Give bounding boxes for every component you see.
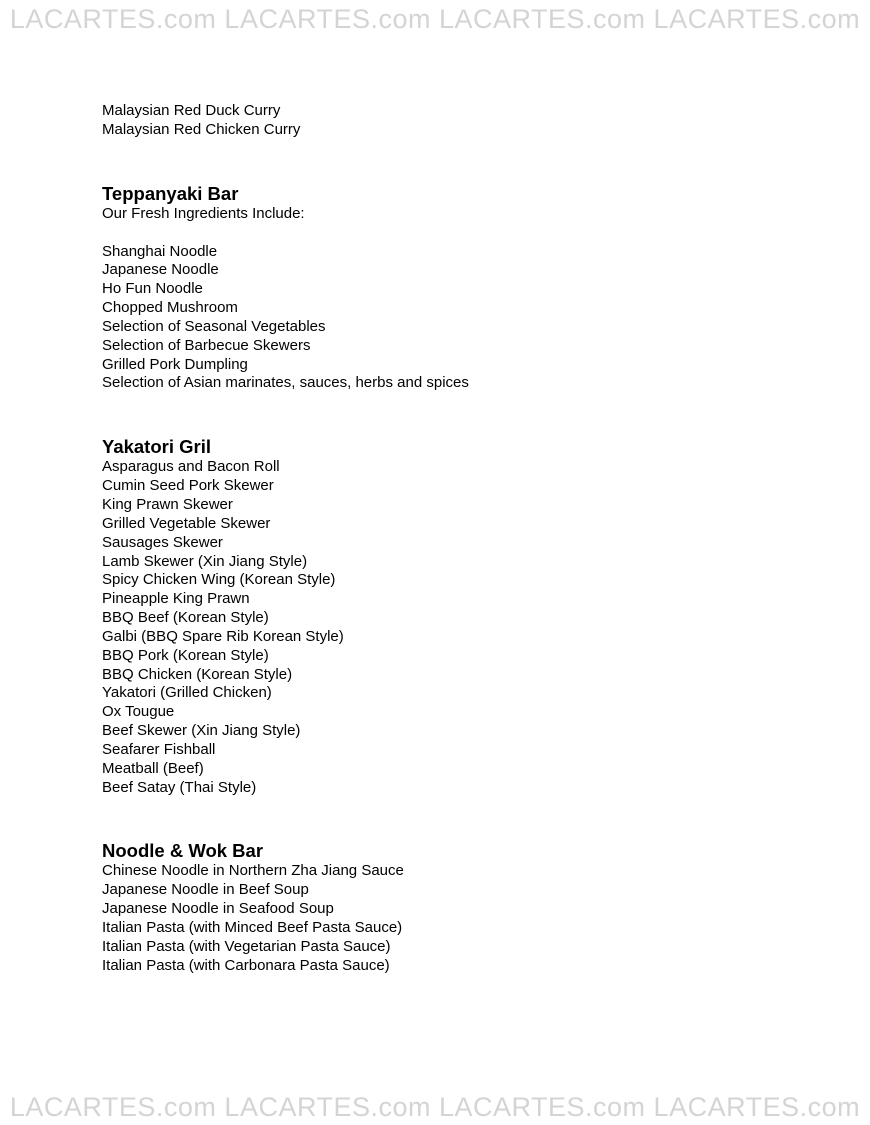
- list-item: Italian Pasta (with Carbonara Pasta Sauce): [102, 956, 390, 974]
- section-spacer: [102, 797, 822, 840]
- teppanyaki-intro: Our Fresh Ingredients Include:: [102, 204, 305, 222]
- list-item: Meatball (Beef): [102, 759, 204, 777]
- list-item: Chopped Mushroom: [102, 299, 238, 317]
- watermark-bottom: LACARTES.com LACARTES.com LACARTES.com LACARTES.com: [9, 1092, 861, 1122]
- list-item: Galbi (BBQ Spare Rib Korean Style): [102, 627, 344, 645]
- section-spacer: [102, 393, 822, 436]
- noodle-wok-title: Noodle & Wok Bar: [102, 840, 264, 862]
- list-item: Italian Pasta (with Vegetarian Pasta Sauce): [102, 937, 391, 955]
- list-item: Malaysian Red Chicken Curry: [102, 120, 301, 138]
- list-item: Pineapple King Prawn: [102, 590, 250, 608]
- teppanyaki-section: [102, 183, 822, 394]
- watermark-top: LACARTES.com LACARTES.com LACARTES.com LACARTES.com: [9, 4, 861, 34]
- list-item: Beef Skewer (Xin Jiang Style): [102, 722, 301, 740]
- list-item: Yakatori (Grilled Chicken): [102, 684, 272, 702]
- menu-page: [102, 102, 822, 976]
- noodle-wok-list: [102, 862, 822, 975]
- teppanyaki-title: Teppanyaki Bar: [102, 182, 239, 204]
- list-item: Sausages Skewer: [102, 533, 223, 551]
- noodle-wok-section: [102, 840, 822, 975]
- list-item: BBQ Pork (Korean Style): [102, 646, 269, 664]
- list-item: Malaysian Red Duck Curry: [102, 102, 281, 119]
- section-spacer: [102, 224, 822, 243]
- list-item: King Prawn Skewer: [102, 495, 233, 513]
- list-item: Grilled Vegetable Skewer: [102, 514, 271, 532]
- list-item: Grilled Pork Dumpling: [102, 355, 248, 373]
- curry-list: [102, 102, 822, 140]
- list-item: Asparagus and Bacon Roll: [102, 458, 280, 476]
- list-item: Shanghai Noodle: [102, 242, 218, 260]
- list-item: Selection of Asian marinates, sauces, herbs and spices: [102, 374, 469, 392]
- list-item: BBQ Chicken (Korean Style): [102, 665, 293, 683]
- list-item: Spicy Chicken Wing (Korean Style): [102, 571, 336, 589]
- list-item: Italian Pasta (with Minced Beef Pasta Sauce): [102, 919, 403, 936]
- list-item: Japanese Noodle in Beef Soup: [102, 881, 309, 899]
- list-item: BBQ Beef (Korean Style): [102, 609, 269, 627]
- list-item: Selection of Seasonal Vegetables: [102, 317, 326, 335]
- yakatori-title: Yakatori Gril: [102, 436, 211, 458]
- list-item: Japanese Noodle in Seafood Soup: [102, 900, 334, 918]
- list-item: Japanese Noodle: [102, 261, 219, 279]
- list-item: Chinese Noodle in Northern Zha Jiang Sauce: [102, 862, 404, 880]
- list-item: Ho Fun Noodle: [102, 280, 203, 298]
- list-item: Ox Tougue: [102, 703, 175, 721]
- yakatori-section: [102, 436, 822, 797]
- list-item: Seafarer Fishball: [102, 740, 216, 758]
- list-item: Cumin Seed Pork Skewer: [102, 477, 274, 495]
- list-item: Selection of Barbecue Skewers: [102, 336, 311, 354]
- section-spacer: [102, 140, 822, 183]
- list-item: Beef Satay (Thai Style): [102, 778, 257, 796]
- list-item: Lamb Skewer (Xin Jiang Style): [102, 552, 308, 570]
- teppanyaki-list: [102, 243, 822, 394]
- yakatori-list: [102, 458, 822, 797]
